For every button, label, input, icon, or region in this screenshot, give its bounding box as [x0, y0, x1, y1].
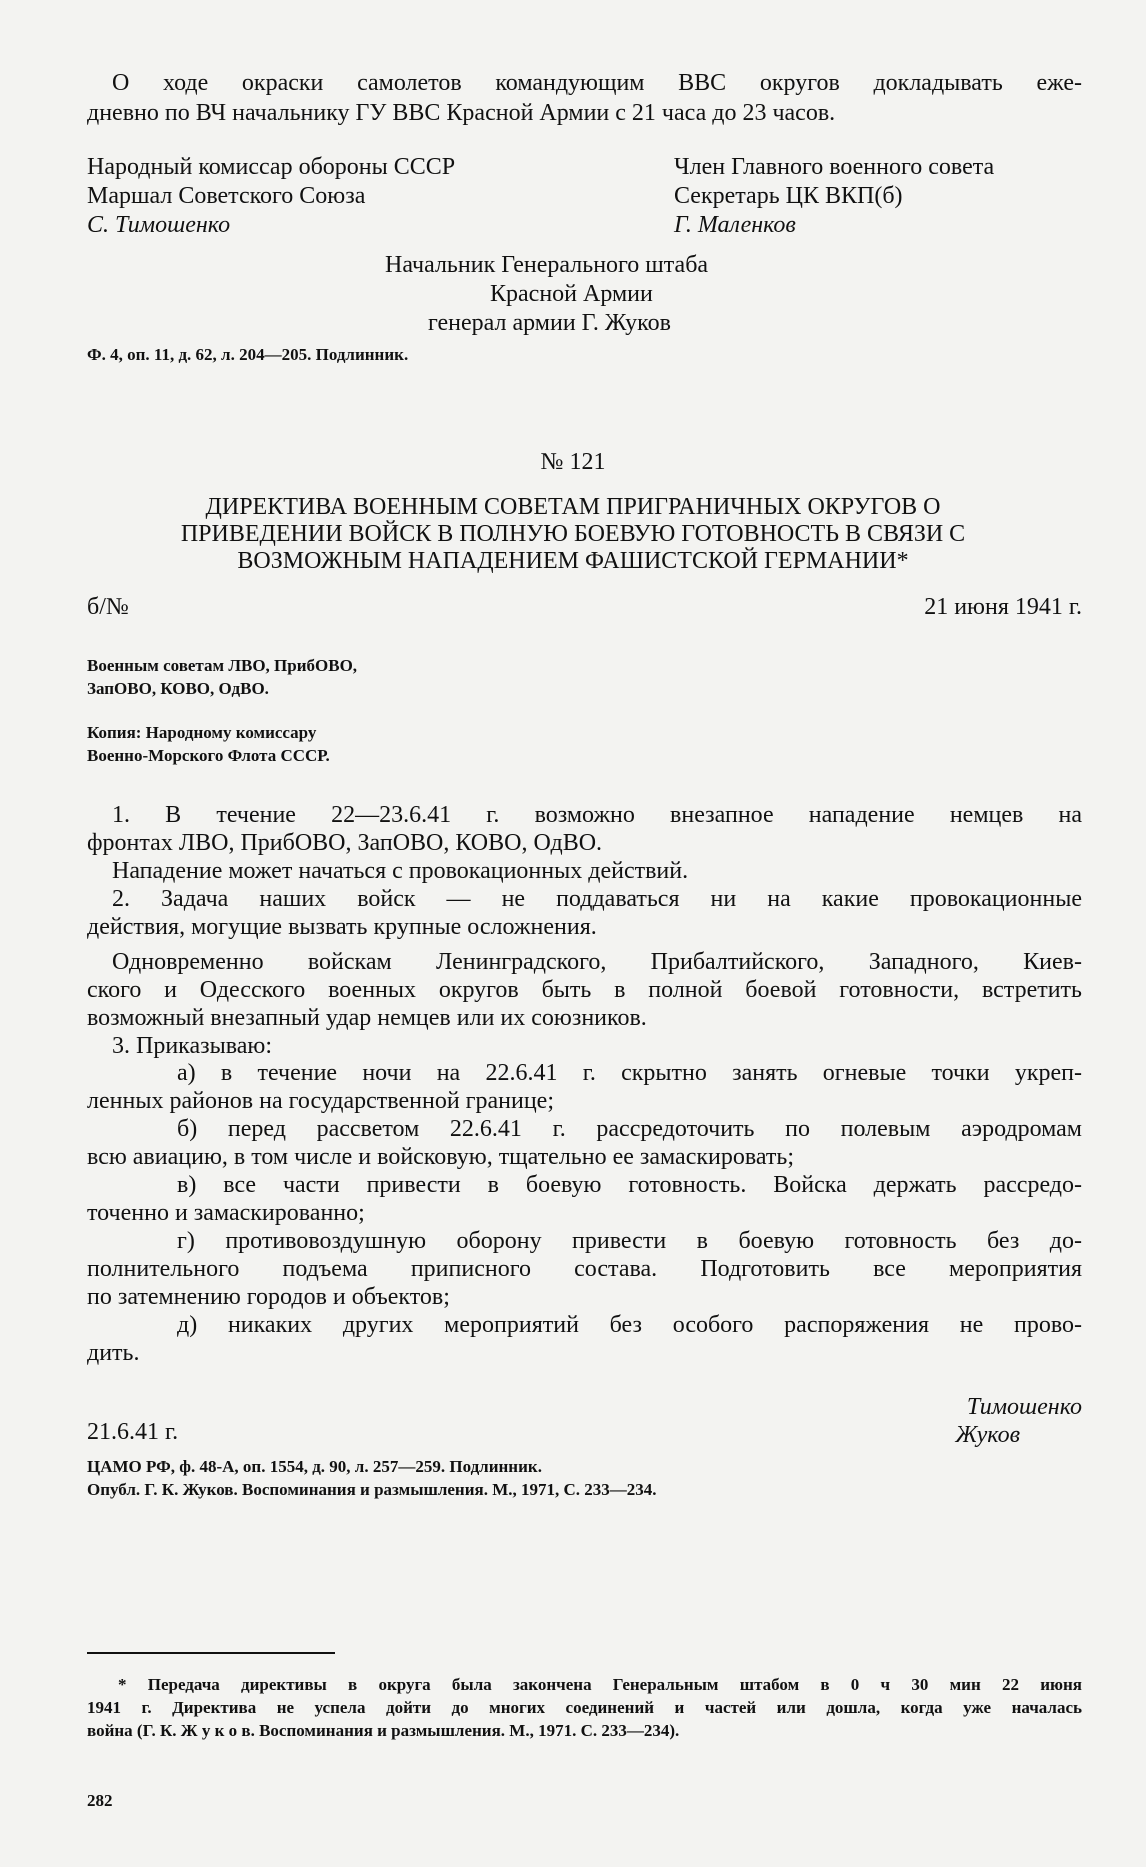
title-line-3: ВОЗМОЖНЫМ НАПАДЕНИЕМ ФАШИСТСКОЙ ГЕРМАНИИ*: [237, 548, 909, 574]
signer-zhukov: Жуков: [955, 1422, 1020, 1448]
footnote-rule: [87, 1652, 335, 1654]
footnote-line-1: * Передача директивы в округа была закончена Генеральным штабом в 0 ч 30 мин 22 июня: [118, 1675, 1082, 1694]
intro-line-2: дневно по ВЧ начальнику ГУ ВВС Красной Армии с 21 часа до 23 часов.: [87, 100, 836, 126]
sign-date: 21.6.41 г.: [87, 1419, 179, 1445]
order-a-line-1: а) в течение ночи на 22.6.41 г. скрытно занять огневые точки укреп-: [177, 1060, 1082, 1086]
sig-left-name: С. Тимошенко: [87, 212, 231, 238]
body-p1-line-3: Нападение может начаться с провокационных действий.: [112, 858, 689, 884]
order-a-line-2: ленных районов на государственной границе;: [87, 1088, 555, 1114]
footnote-line-2: 1941 г. Директива не успела дойти до многих соединений и частей или дошла, когда уже началась: [87, 1698, 1082, 1717]
intro-line-1: О ходе окраски самолетов командующим ВВС округов докладывать еже-: [112, 70, 1082, 96]
order-d-line-2: полнительного подъема приписного состава. Подготовить все мероприятия: [87, 1256, 1082, 1282]
directive-date: 21 июня 1941 г.: [924, 594, 1082, 620]
page-number: 282: [87, 1791, 113, 1810]
order-e-line-2: дить.: [87, 1340, 140, 1366]
sig-left-line-1: Народный комиссар обороны СССР: [87, 154, 456, 180]
order-d-line-3: по затемнению городов и объектов;: [87, 1284, 450, 1310]
addressees-line-2: ЗапОВО, КОВО, ОдВО.: [87, 679, 269, 698]
copy-line-2: Военно-Морского Флота СССР.: [87, 746, 330, 765]
sig-left-line-2: Маршал Советского Союза: [87, 183, 366, 209]
body-p3-line-3: возможный внезапный удар немцев или их союзников.: [87, 1005, 647, 1031]
order-c-line-1: в) все части привести в боевую готовность. Войска держать рассредо-: [177, 1172, 1082, 1198]
sig-right-name: Г. Маленков: [674, 212, 796, 238]
body-p3-line-2: ского и Одесского военных округов быть в полной боевой готовности, встретить: [87, 977, 1082, 1003]
body-p1-line-1: 1. В течение 22—23.6.41 г. возможно внезапное нападение немцев на: [112, 802, 1082, 828]
order-e-line-1: д) никаких других мероприятий без особого распоряжения не прово-: [177, 1312, 1082, 1338]
body-order-heading: 3. Приказываю:: [112, 1033, 272, 1059]
order-b-line-2: всю авиацию, в том числе и войсковую, тщательно ее замаскировать;: [87, 1144, 795, 1170]
order-b-line-1: б) перед рассветом 22.6.41 г. рассредоточить по полевым аэродромам: [177, 1116, 1082, 1142]
body-p1-line-2: фронтах ЛВО, ПрибОВО, ЗапОВО, КОВО, ОдВО.: [87, 830, 603, 856]
sig-center-line-2: Красной Армии: [490, 281, 653, 307]
copy-line-1: Копия: Народному комиссару: [87, 723, 317, 742]
body-p2-line-1: 2. Задача наших войск — не поддаваться ни на какие провокационные: [112, 886, 1082, 912]
source-note-2-line-1: ЦАМО РФ, ф. 48-А, оп. 1554, д. 90, л. 257—259. Подлинник.: [87, 1457, 542, 1476]
sig-right-line-1: Член Главного военного совета: [674, 154, 995, 180]
title-line-2: ПРИВЕДЕНИИ ВОЙСК В ПОЛНУЮ БОЕВУЮ ГОТОВНОСТЬ В СВЯЗИ С: [180, 521, 966, 547]
sig-center-line-3: генерал армии Г. Жуков: [428, 310, 671, 336]
sig-center-line-1: Начальник Генерального штаба: [385, 252, 709, 278]
signer-timoshenko: Тимошенко: [966, 1394, 1082, 1420]
source-note-2-line-2: Опубл. Г. К. Жуков. Воспоминания и размышления. М., 1971, С. 233—234.: [87, 1480, 657, 1499]
title-line-1: ДИРЕКТИВА ВОЕННЫМ СОВЕТАМ ПРИГРАНИЧНЫХ ОКРУГОВ О: [205, 494, 941, 520]
footnote-line-3: война (Г. К. Ж у к о в. Воспоминания и размышления. М., 1971. С. 233—234).: [87, 1721, 680, 1740]
source-note-1: Ф. 4, оп. 11, д. 62, л. 204—205. Подлинник.: [87, 345, 409, 364]
body-p3-line-1: Одновременно войскам Ленинградского, Прибалтийского, Западного, Киев-: [112, 949, 1082, 975]
order-d-line-1: г) противовоздушную оборону привести в боевую готовность без до-: [177, 1228, 1082, 1254]
addressees-line-1: Военным советам ЛВО, ПрибОВО,: [87, 656, 358, 675]
body-p2-line-2: действия, могущие вызвать крупные осложнения.: [87, 914, 597, 940]
registration-number: б/№: [87, 594, 129, 620]
order-c-line-2: точенно и замаскированно;: [87, 1200, 365, 1226]
sig-right-line-2: Секретарь ЦК ВКП(б): [674, 183, 903, 209]
document-number: № 121: [540, 449, 606, 475]
